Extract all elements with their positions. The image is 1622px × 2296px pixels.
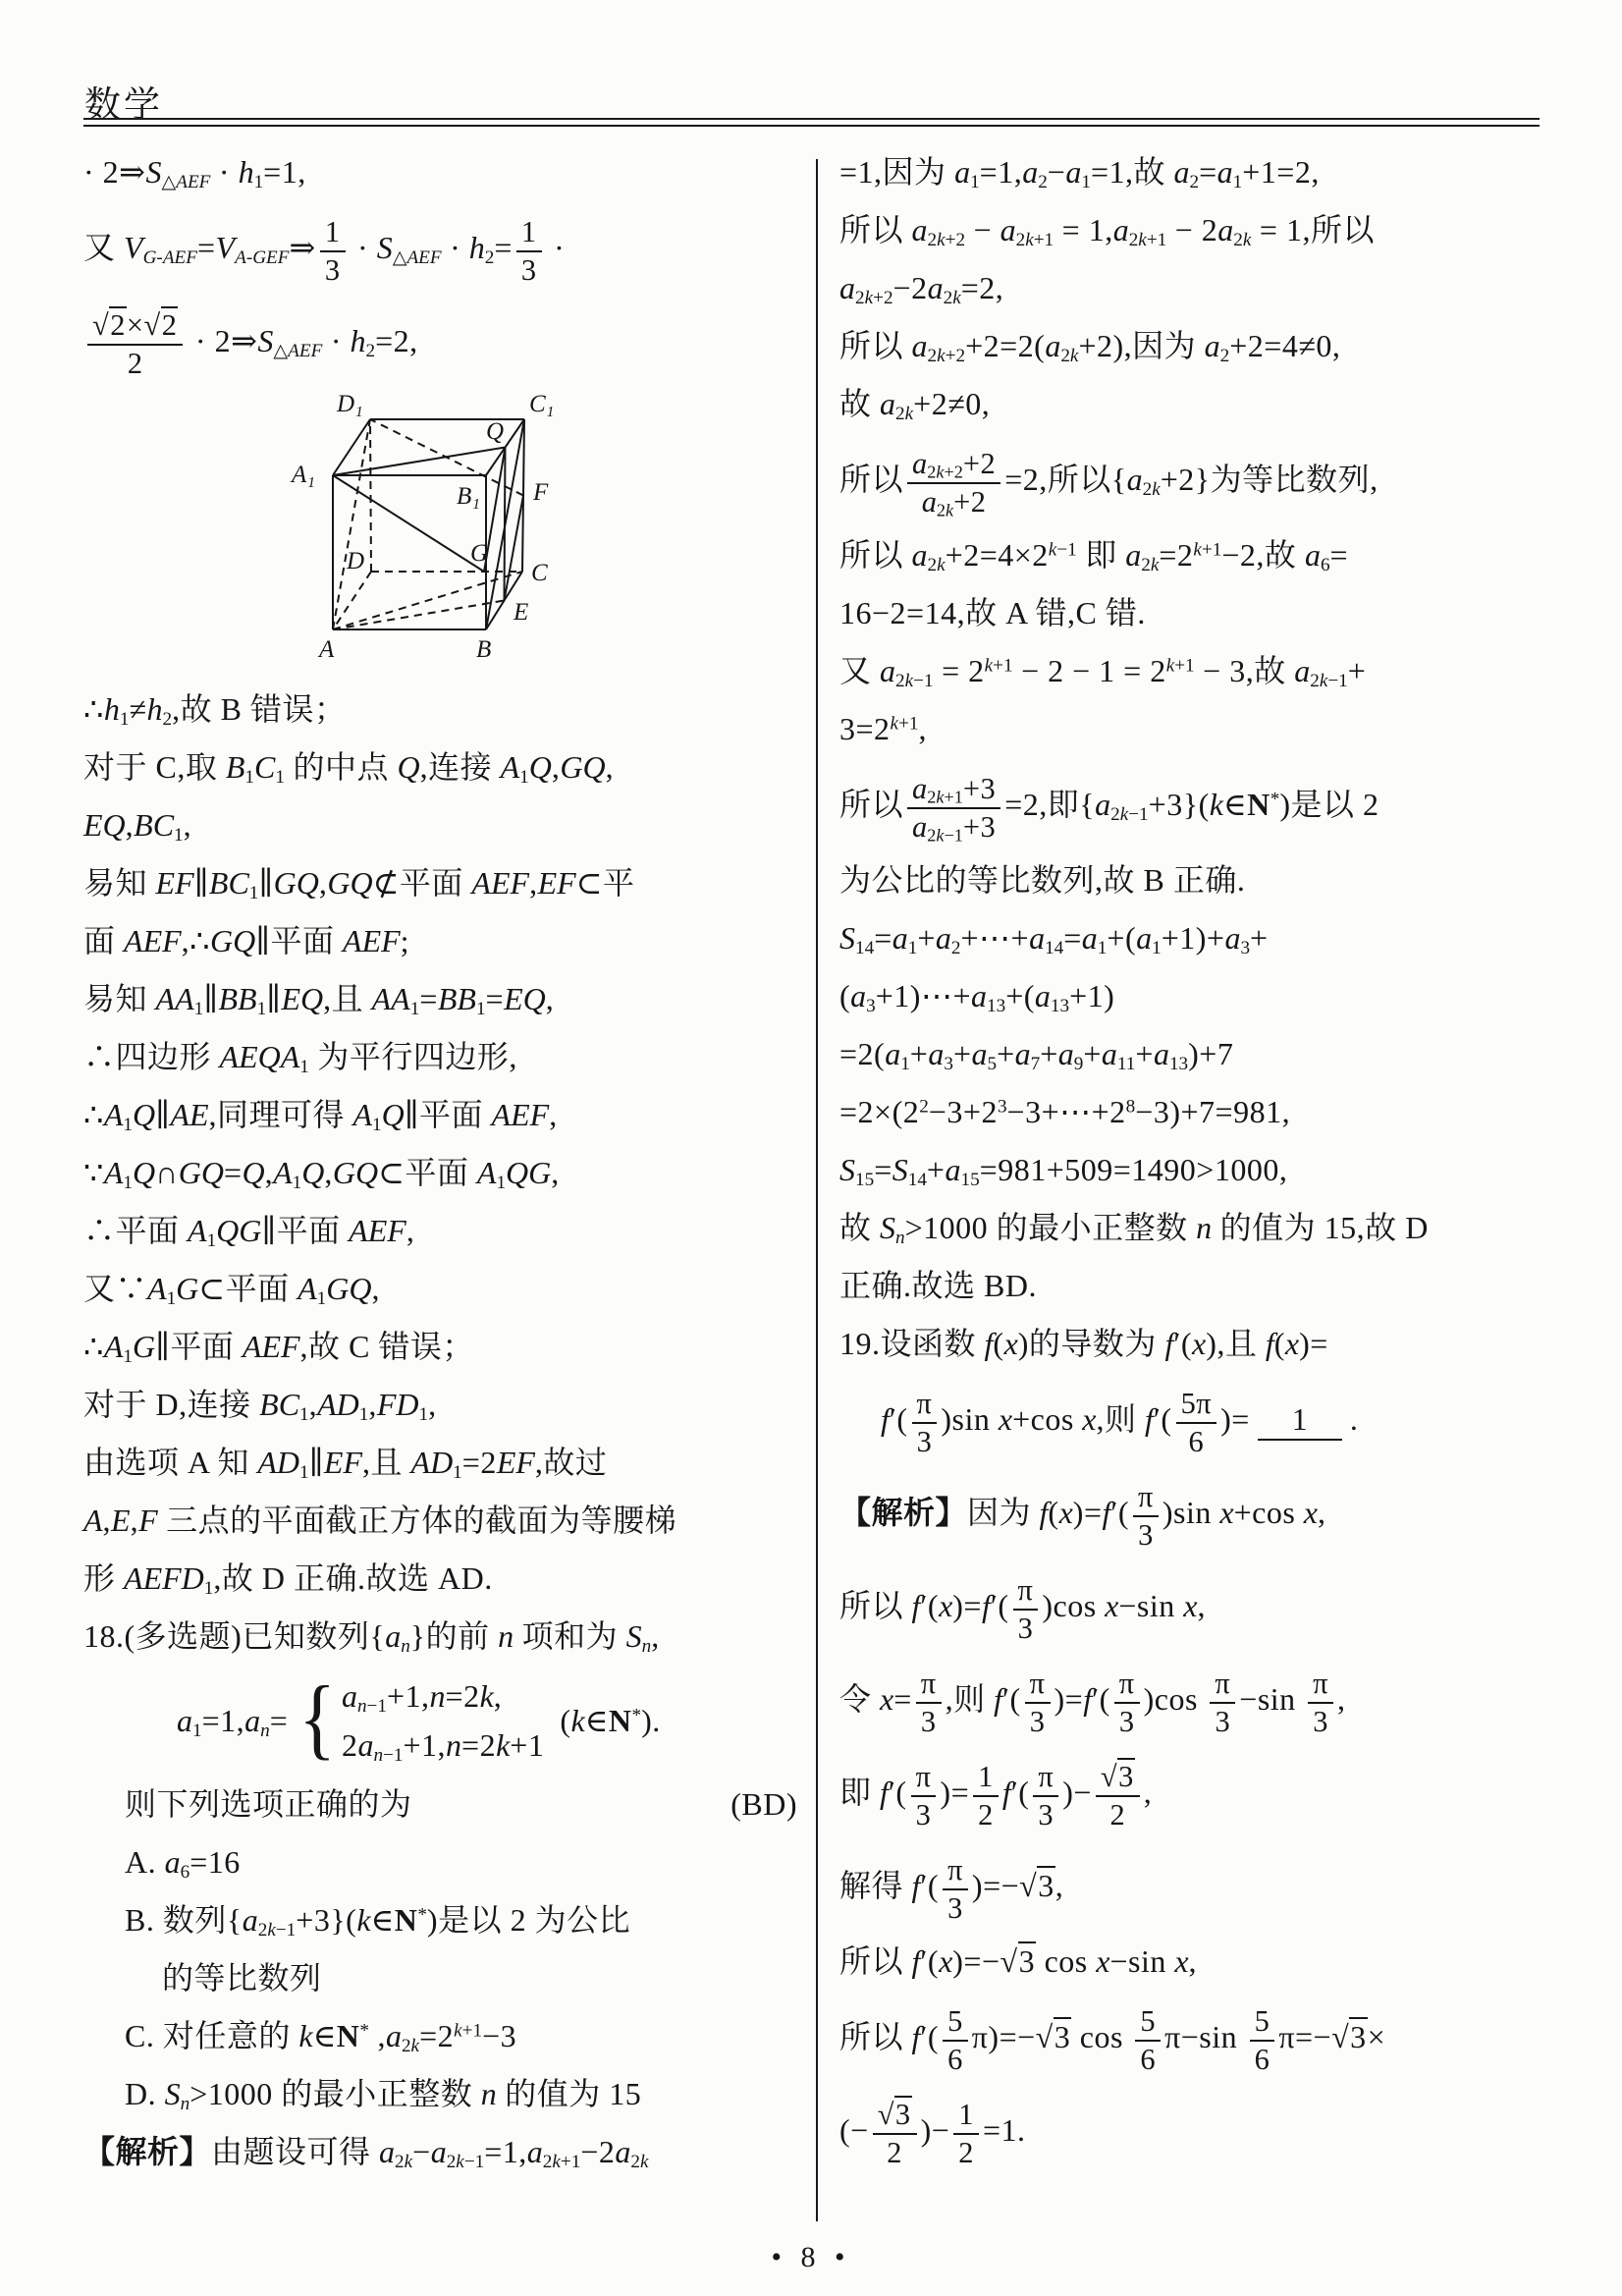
- text-line: $S_{15}=S_{14}+a_{15}=981+509=1490>1000$,: [839, 1152, 1288, 1190]
- figure-label: E: [514, 599, 529, 626]
- text-line: $3=2^{k+1}$,: [839, 711, 927, 746]
- text-line: 的等比数列: [162, 1960, 322, 1995]
- text-line: $\therefore A_1G\parallel$平面 AEF,故 C 错误；: [83, 1329, 474, 1367]
- page-header-title: 数学: [84, 85, 163, 126]
- text-line: A. $a_6=16$: [125, 1844, 241, 1883]
- figure-label: B: [476, 636, 492, 663]
- column-divider: [816, 159, 818, 2221]
- text-line: 故 $S_n>1000$ 的最小正整数 n 的值为 15,故 D: [839, 1210, 1429, 1248]
- text-line: 对于 C,取 $B_1C_1$ 的中点 Q,连接 $A_1Q,GQ$,: [83, 749, 615, 788]
- figure-label: C₁: [529, 392, 555, 417]
- cube-solid-edges: [333, 419, 524, 629]
- text-line: $\therefore h_1\ne h_2$,故 B 错误；: [83, 691, 347, 730]
- text-line: 由选项 A 知 $AD_1\parallel EF$,且 $AD_1=2EF$,故过: [83, 1445, 608, 1483]
- right-column: [839, 143, 1541, 2177]
- options-prompt-line: 则下列选项正确的为 (BD): [83, 1776, 797, 1833]
- figure-label: F: [533, 479, 549, 506]
- text-line: 即 f′( $\frac{\pi}{3}$ )= $\frac{1}{2}$ f′( $\frac{\pi}{3}$ )− $\frac{√3}{2}$ ,: [839, 1759, 1153, 1831]
- text-line: 所以 f′(x)=f′( $\frac{\pi}{3}$ )cos x−sin x,: [839, 1572, 1206, 1645]
- text-line: 又$\because A_1G\subset$平面 $A_1GQ$,: [83, 1271, 380, 1309]
- text-line: $a_{2k+2}-2a_{2k}=2$,: [839, 270, 1004, 308]
- answer-blank: 1: [1258, 1402, 1342, 1441]
- text-line: 易知 $AA_1\parallel BB_1\parallel EQ$,且 $AA_1=BB_1=EQ$,: [83, 981, 555, 1019]
- page-number: • 8 •: [771, 2241, 851, 2273]
- figure-label: B₁: [457, 483, 480, 510]
- figure-label: D₁: [337, 392, 363, 417]
- cube-figure-svg: [193, 392, 586, 673]
- text-line: ∴四边形 $AEQA_1$ 为平行四边形,: [83, 1039, 517, 1077]
- text-line: A,E,F 三点的平面截正方体的截面为等腰梯: [83, 1503, 677, 1538]
- text-line: B. 数列$\{a_{2k-1}+3\}(k\in N^*)$是以 2 为公比: [125, 1902, 631, 1941]
- text-line: 所以 $a_{2k}+2=4\times 2^{k-1}$ 即 $a_{2k}=2^{k+1}-2$,故 $a_6=$: [839, 537, 1349, 575]
- text-line: 所以 $\frac{a_{2k+1}+3}{a_{2k-1}+3}$ =2,即$\{a_{2k-1}+3\}(k\in N^*)$是以 2: [839, 771, 1379, 846]
- text-line: $\frac{√2\times√2}{2}$ · $2\Rightarrow S_{\triangle AEF} \cdot h_2=2$,: [83, 295, 797, 388]
- text-line: · $2\Rightarrow S_{\triangle AEF} \cdot h_1=1$,: [83, 154, 306, 192]
- text-line: 【解析】因为 f(x)=f′( $\frac{\pi}{3}$ )sin x+cos x,: [839, 1479, 1326, 1552]
- text-line: (− $\frac{√3}{2}$ )− $\frac{1}{2}$ =1.: [839, 2097, 1026, 2169]
- figure-label: Q: [486, 418, 505, 445]
- text-line: 所以 $\frac{a_{2k+2}+2}{a_{2k}+2}$ =2,所以$\{a_{2k}+2\}$为等比数列,: [839, 446, 1379, 520]
- cube-dashed-edges: [333, 419, 523, 629]
- text-line: C. 对任意的 k∈N* $,a_{2k}=2^{k+1}-3$: [125, 2018, 517, 2056]
- cases-row: $a_{n-1}+1,n=2k$,: [341, 1677, 503, 1717]
- header-rule: [83, 118, 1540, 127]
- text-line: $EQ,BC_1$,: [83, 807, 192, 846]
- text-line: 对于 D,连接 $BC_1,AD_1,FD_1$,: [83, 1387, 437, 1425]
- text-line: 【解析】由题设可得 $a_{2k}-a_{2k-1}=1,a_{2k+1}-2a_{2k}$: [83, 2134, 649, 2172]
- text-line: ∴平面 $A_1QG\parallel$平面 AEF,: [83, 1213, 415, 1251]
- left-column: [83, 143, 797, 2181]
- text-line: 形 $AEFD_1$,故 D 正确.故选 AD.: [83, 1560, 493, 1599]
- text-line: $=2\times(2^2-3+2^3-3+\cdots+2^8-3)+7=981$,: [839, 1094, 1291, 1129]
- answer-badge: (BD): [730, 1786, 797, 1822]
- text-line: 18.(多选题)已知数列$\{a_n\}$的前 n 项和为 $S_n$,: [83, 1618, 660, 1657]
- text-line: 解得 f′( $\frac{\pi}{3}$ )=−√3,: [839, 1852, 1064, 1925]
- text-line: $(a_3+1)\cdots+a_{13}+(a_{13}+1)$: [839, 978, 1115, 1016]
- text-line: 所以 $a_{2k+2}+2=2(a_{2k}+2)$,因为 $a_2+2=4\ne 0$,: [839, 328, 1341, 366]
- text-line: 19.设函数 f(x)的导数为 f′(x),且 f(x)=: [839, 1326, 1328, 1361]
- text-line: 16−2=14,故 A 错,C 错.: [839, 595, 1146, 630]
- text-line: 所以 f′( $\frac{5}{6}$ π)=−√3 cos $\frac{5}{6}$ π−sin $\frac{5}{6}$ π=−√3×: [839, 2003, 1386, 2076]
- text-line: D. $S_n>1000$ 的最小正整数 n 的值为 15: [125, 2076, 642, 2114]
- figure-label: G: [470, 540, 489, 567]
- text-line: 面 AEF,∴GQ∥平面 AEF;: [83, 923, 410, 958]
- text-line: 正确.故选 BD.: [839, 1268, 1037, 1303]
- cube-figure: [193, 392, 797, 679]
- text-line: 所以 f′(x)=−√3 cos x−sin x,: [839, 1943, 1198, 1979]
- text-line: 故 $a_{2k}+2\ne 0$,: [839, 386, 991, 424]
- cases-brace: {: [298, 1667, 337, 1768]
- text-line: =1,因为 $a_1=1,a_2-a_1=1$,故 $a_2=a_1+1=2$,: [839, 154, 1320, 192]
- figure-label: D: [347, 548, 365, 574]
- text-line: 为公比的等比数列,故 B 正确.: [839, 862, 1246, 898]
- text-line: $\therefore A_1Q\parallel AE$,同理可得 $A_1Q\parallel$平面 AEF,: [83, 1097, 558, 1135]
- text-line: 所以 $a_{2k+2} - a_{2k+1} = 1,a_{2k+1} - 2a_{2k} = 1$,所以: [839, 212, 1375, 250]
- text-line: 易知 $EF\parallel BC_1\parallel GQ,GQ⊄$平面 AEF,EF⊂平: [83, 865, 635, 903]
- text-line: 又 $V_{G-AEF}=V_{A-GEF}\Rightarrow$ $\frac{1}{3}$ · $S_{\triangle AEF} \cdot h_2=$ $\frac{1}{3}$ ·: [83, 214, 566, 287]
- figure-label: A₁: [292, 462, 315, 488]
- text-line: f′( $\frac{\pi}{3}$ )sin x+cos x,则 f′( $\frac{5\pi}{6}$ )= 1 .: [881, 1386, 1359, 1458]
- text-line: $\because A_1Q\cap GQ=Q,A_1Q,GQ\subset$平面 $A_1QG$,: [83, 1155, 560, 1193]
- text-line: 又 $a_{2k-1} = 2^{k+1} - 2 - 1 = 2^{k+1} - 3$,故 $a_{2k-1}+$: [839, 653, 1367, 691]
- recurrence-formula-line: $a_1=1,a_n=$ { $a_{n-1}+1,n=2k$, $2a_{n-1}+1,n=2k+1$ (k∈N*).: [177, 1667, 661, 1768]
- text-line: $=2(a_1+a_3+a_5+a_7+a_9+a_{11}+a_{13})+7$: [839, 1036, 1234, 1074]
- figure-label: A: [319, 636, 335, 663]
- text-line: 令 x= $\frac{\pi}{3}$ ,则 f′( $\frac{\pi}{3}$ )=f′( $\frac{\pi}{3}$ )cos $\frac{\pi}{3}$ −sin $\frac{\pi}{3}$ ,: [839, 1666, 1346, 1738]
- text-line: $S_{14}=a_1+a_2+\cdots+a_{14}=a_1+(a_1+1)+a_3+$: [839, 920, 1269, 958]
- cases-row: $2a_{n-1}+1,n=2k+1$: [341, 1727, 545, 1766]
- figure-label: C: [531, 560, 548, 586]
